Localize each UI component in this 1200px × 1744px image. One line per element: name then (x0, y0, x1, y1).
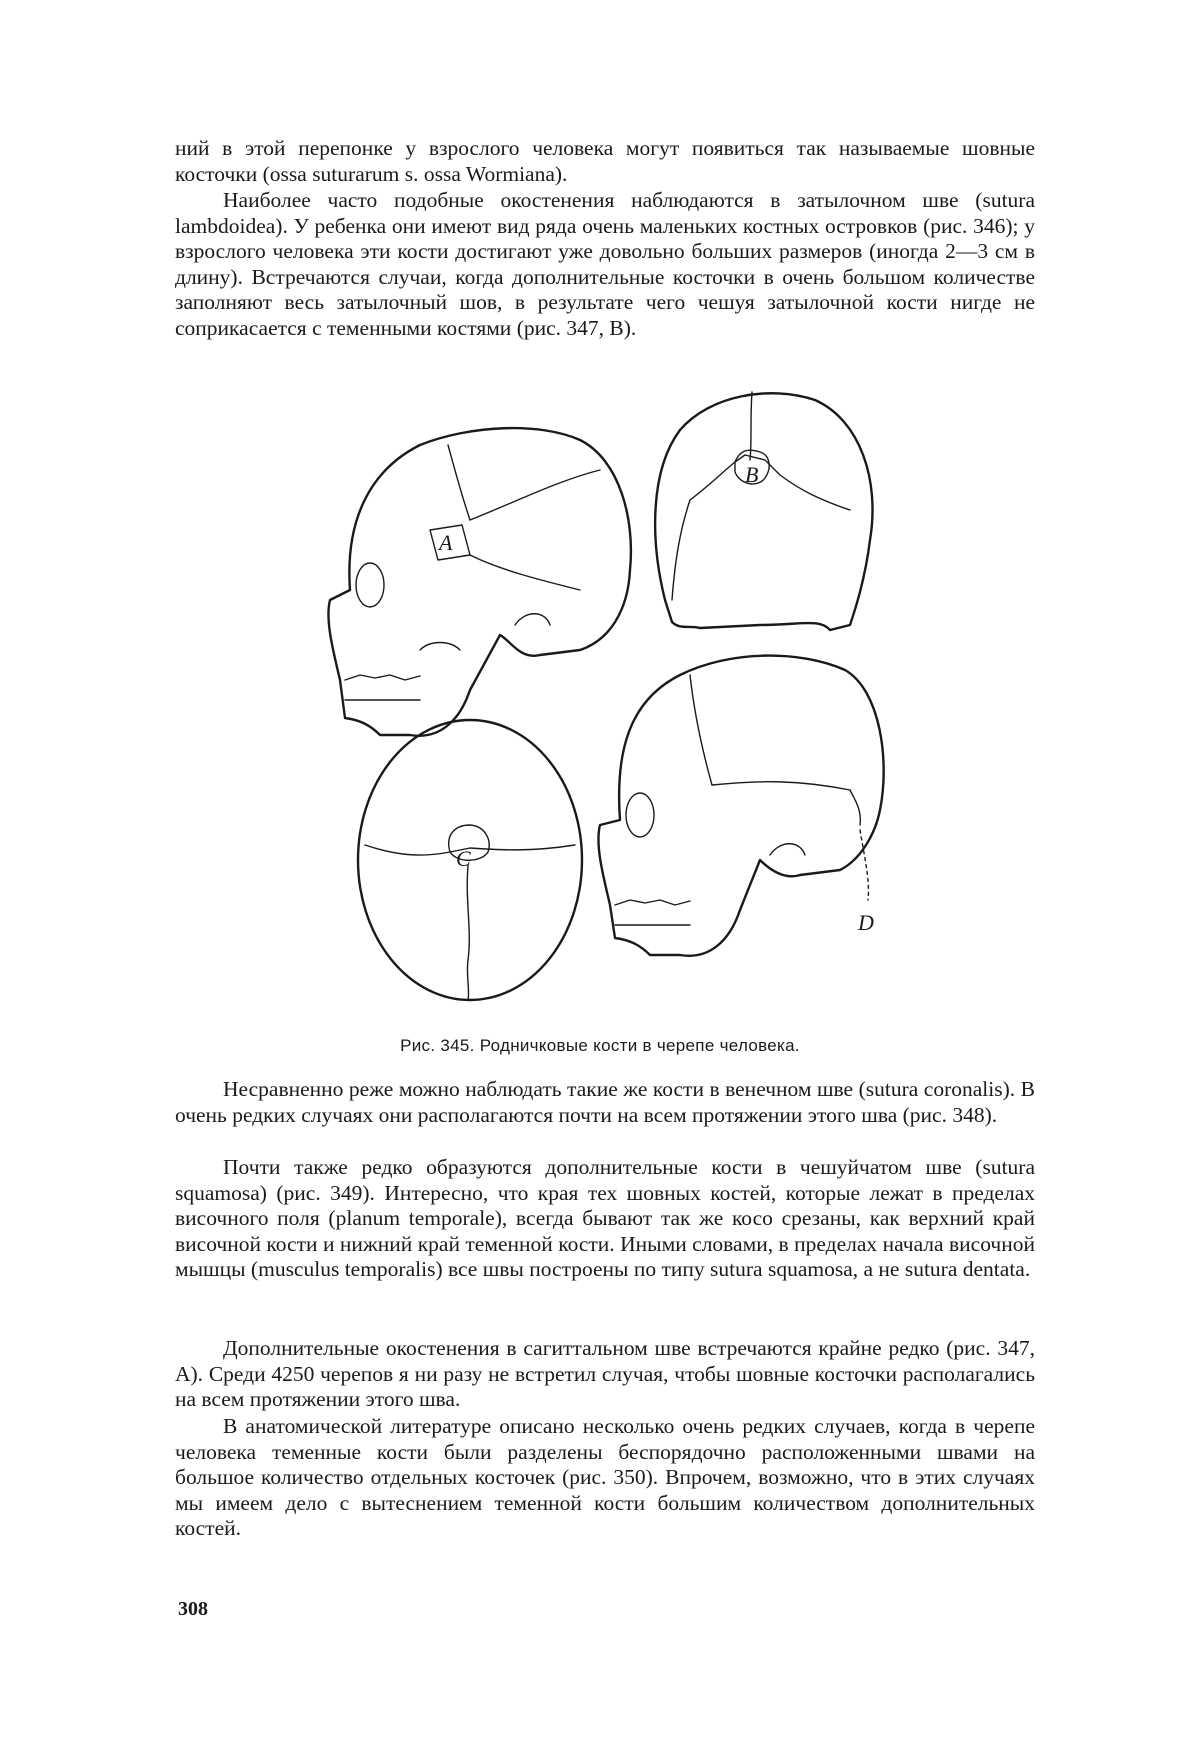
paragraph-literature: В анатомической литературе описано несколько очень редких случаев, когда в черепе человека теменные кости были разделены беспорядочно расположенными швами на большое количество отдельных косточек (рис. 350). Впрочем, возможно, что в этих случаях мы имеем дело с вытеснением теменной кости большим количеством дополнительных костей. (175, 1414, 1035, 1541)
figure-caption: Рис. 345. Родничковые кости в черепе человека. (400, 1036, 800, 1055)
label-a: A (439, 530, 453, 555)
label-c: C (456, 846, 471, 871)
label-d: D (858, 910, 874, 935)
paragraph-sagittal: Дополнительные окостенения в сагиттальном шве встречаются крайне редко (рис. 347, А). Среди 4250 черепов я ни разу не встретил случая, чтобы шовные косточки располагались на всем протяжении этого шва. (175, 1336, 1035, 1412)
skull-posterior-b (655, 392, 872, 630)
paragraph-continuation: ний в этой перепонке у взрослого человека могут появиться так называемые шовные косточки (ossa suturarum s. ossa Wormiana). (175, 136, 1035, 186)
skull-lateral-a (328, 428, 630, 736)
page-number: 308 (178, 1598, 208, 1620)
skull-lateral-d (598, 656, 883, 956)
paragraph-coronal: Несравненно реже можно наблюдать такие же кости в венечном шве (sutura coronalis). В очень редких случаях они располагаются почти на всем протяжении этого шва (рис. 348). (175, 1077, 1035, 1127)
label-b: B (745, 462, 759, 487)
paragraph-squamosal: Почти также редко образуются дополнительные кости в чешуйчатом шве (sutura squamosa) (рис. 349). Интересно, что края тех шовных костей, которые лежат в пределах височного поля (planum temporale), всегда бывают так же косо срезаны, как верхний край височной кости и нижний край теменной кости. Иными словами, в пределах начала височной мышцы (musculus temporalis) все швы построены по типу sutura squamosa, а не sutura dentata. (175, 1155, 1035, 1282)
paragraph-lambdoid: Наиболее часто подобные окостенения наблюдаются в затылочном шве (sutura lambdoidea). У ребенка они имеют вид ряда очень маленьких костных островков (рис. 346); у взрослого человека эти кости достигают уже довольно больших размеров (иногда 2—3 см в длину). Встречаются случаи, когда дополнительные косточки в очень большом количестве заполняют весь затылочный шов, в результате чего чешуя затылочной кости нигде не соприкасается с теменными костями (рис. 347, В). (175, 188, 1035, 340)
